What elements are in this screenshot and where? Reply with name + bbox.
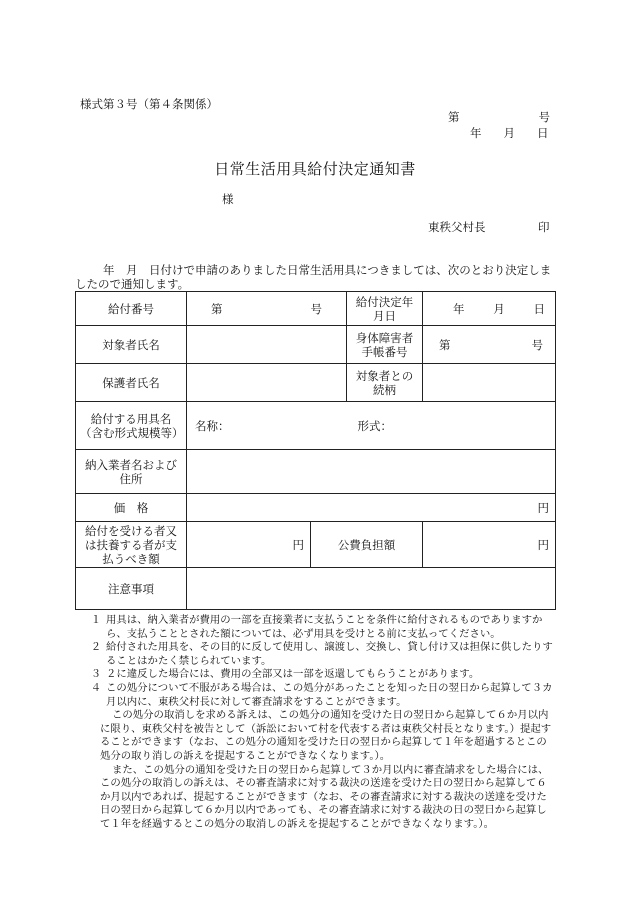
grant-no-suffix: 号 xyxy=(310,301,322,316)
payer-label: 給付を受ける者又は扶養する者が支払うべき額 xyxy=(76,522,187,568)
subject-name-label: 対象者氏名 xyxy=(76,326,187,364)
vendor-label: 納入業者名および住所 xyxy=(76,450,187,494)
document-number-line xyxy=(448,109,550,125)
table-row xyxy=(76,494,556,522)
seal-mark: 印 xyxy=(538,220,550,234)
date-month: 月 xyxy=(503,126,515,140)
relation-label: 対象者との続柄 xyxy=(347,364,423,402)
list-item: ３ ２に違反した場合には、費用の全部又は一部を返還してもらうことがあります。 xyxy=(90,668,480,681)
handbook-cell xyxy=(423,326,556,364)
lawsuit-paragraph: この処分の取消しを求める訴えは、この処分の通知を受けた日の翌日から起算して６か月以内に限り、東秩父村を被告として（訴訟において村を代表する者は東秩父村長となります。）提起することができます（なお、この処分の通知を受けた日の翌日から起算して１年を超過するとこの処分の取り消しの訴えを提起することができなくなります。）。 xyxy=(100,709,552,762)
guardian-value xyxy=(187,364,347,402)
list-item: ４ この処分について不服がある場合は、この処分があったことを知った日の翌日から起算して３カ月以内に、東秩父村長に対して審査請求をすることができます。 xyxy=(90,681,553,708)
date-day: 日 xyxy=(537,126,549,140)
price-label: 価 格 xyxy=(76,494,187,522)
list-item: １ 用具は、納入業者が費用の一部を直接業者に支払うことを条件に給付されるものでありますから、支払うこととされた額については、必ず用具を受けとる前に支払ってください。 xyxy=(90,614,543,640)
issuer-name: 東秩父村長 xyxy=(428,220,486,234)
table-row xyxy=(76,450,556,494)
public-yen: 円 xyxy=(423,522,556,568)
item-label: 給付する用具名（含む形式規模等） xyxy=(76,402,187,450)
decision-year: 年 xyxy=(453,301,465,316)
decision-table xyxy=(75,291,556,610)
public-label: 公費負担額 xyxy=(311,522,423,568)
date-year: 年 xyxy=(470,126,482,140)
document-title: 日常生活用具給付決定通知書 xyxy=(214,160,416,178)
vendor-value xyxy=(187,450,556,494)
no-suffix: 号 xyxy=(538,110,550,124)
table-row xyxy=(76,402,556,450)
table-row xyxy=(76,292,556,326)
subject-name-value xyxy=(187,326,347,364)
addressee-suffix: 様 xyxy=(222,192,234,206)
item-name: 名称： xyxy=(195,418,230,433)
handbook-prefix: 第 xyxy=(439,337,451,352)
item-cell xyxy=(187,402,556,450)
grant-no-label: 給付番号 xyxy=(76,292,187,326)
intro-text xyxy=(75,263,553,291)
item-model: 形式： xyxy=(357,418,392,433)
decision-date-label: 給付決定年月日 xyxy=(347,292,423,326)
remarks-label: 注意事項 xyxy=(76,568,187,610)
handbook-label: 身体障害者手帳番号 xyxy=(347,326,423,364)
remarks-value xyxy=(187,568,556,610)
no-prefix: 第 xyxy=(448,110,460,124)
guardian-label: 保護者氏名 xyxy=(76,364,187,402)
form-number: 様式第３号（第４条関係） xyxy=(80,97,218,111)
table-row xyxy=(76,568,556,610)
table-row xyxy=(76,364,556,402)
decision-day: 日 xyxy=(533,301,545,316)
decision-date-cell xyxy=(423,292,556,326)
relation-value xyxy=(423,364,556,402)
document-date-line xyxy=(470,125,549,141)
intro-body: 年 月 日付けで申請のありました日常生活用具につきましては、次のとおり決定しましたので通知します。 xyxy=(75,263,552,291)
list-item: ２ 給付された用具を、その目的に反して使用し、譲渡し、交換し、貸し付け又は担保に供したりすることはかたく禁じられています。 xyxy=(90,641,553,667)
grant-no-cell xyxy=(187,292,347,326)
price-yen: 円 xyxy=(187,494,556,522)
table-row xyxy=(76,326,556,364)
table-row xyxy=(76,522,556,568)
handbook-suffix: 号 xyxy=(531,337,543,352)
notes-section xyxy=(86,614,556,832)
decision-month: 月 xyxy=(493,301,505,316)
grant-no-prefix: 第 xyxy=(211,301,223,316)
payer-yen: 円 xyxy=(187,522,311,568)
review-paragraph: また、この処分の通知を受けた日の翌日から起算して３か月以内に審査請求をした場合には、この処分の取消しの訴えは、その審査請求に対する裁決の送達を受けた日の翌日から起算して６か月以内であれば、提起することができます（なお、その審査請求に対する裁決の送達を受けた日の翌日から起算して６か月以内であっても、その審査請求に対する裁決の日の翌日から起算して１年を経過するとこの処分の取消しの訴えを提起することができなくなります。）。 xyxy=(100,763,549,830)
